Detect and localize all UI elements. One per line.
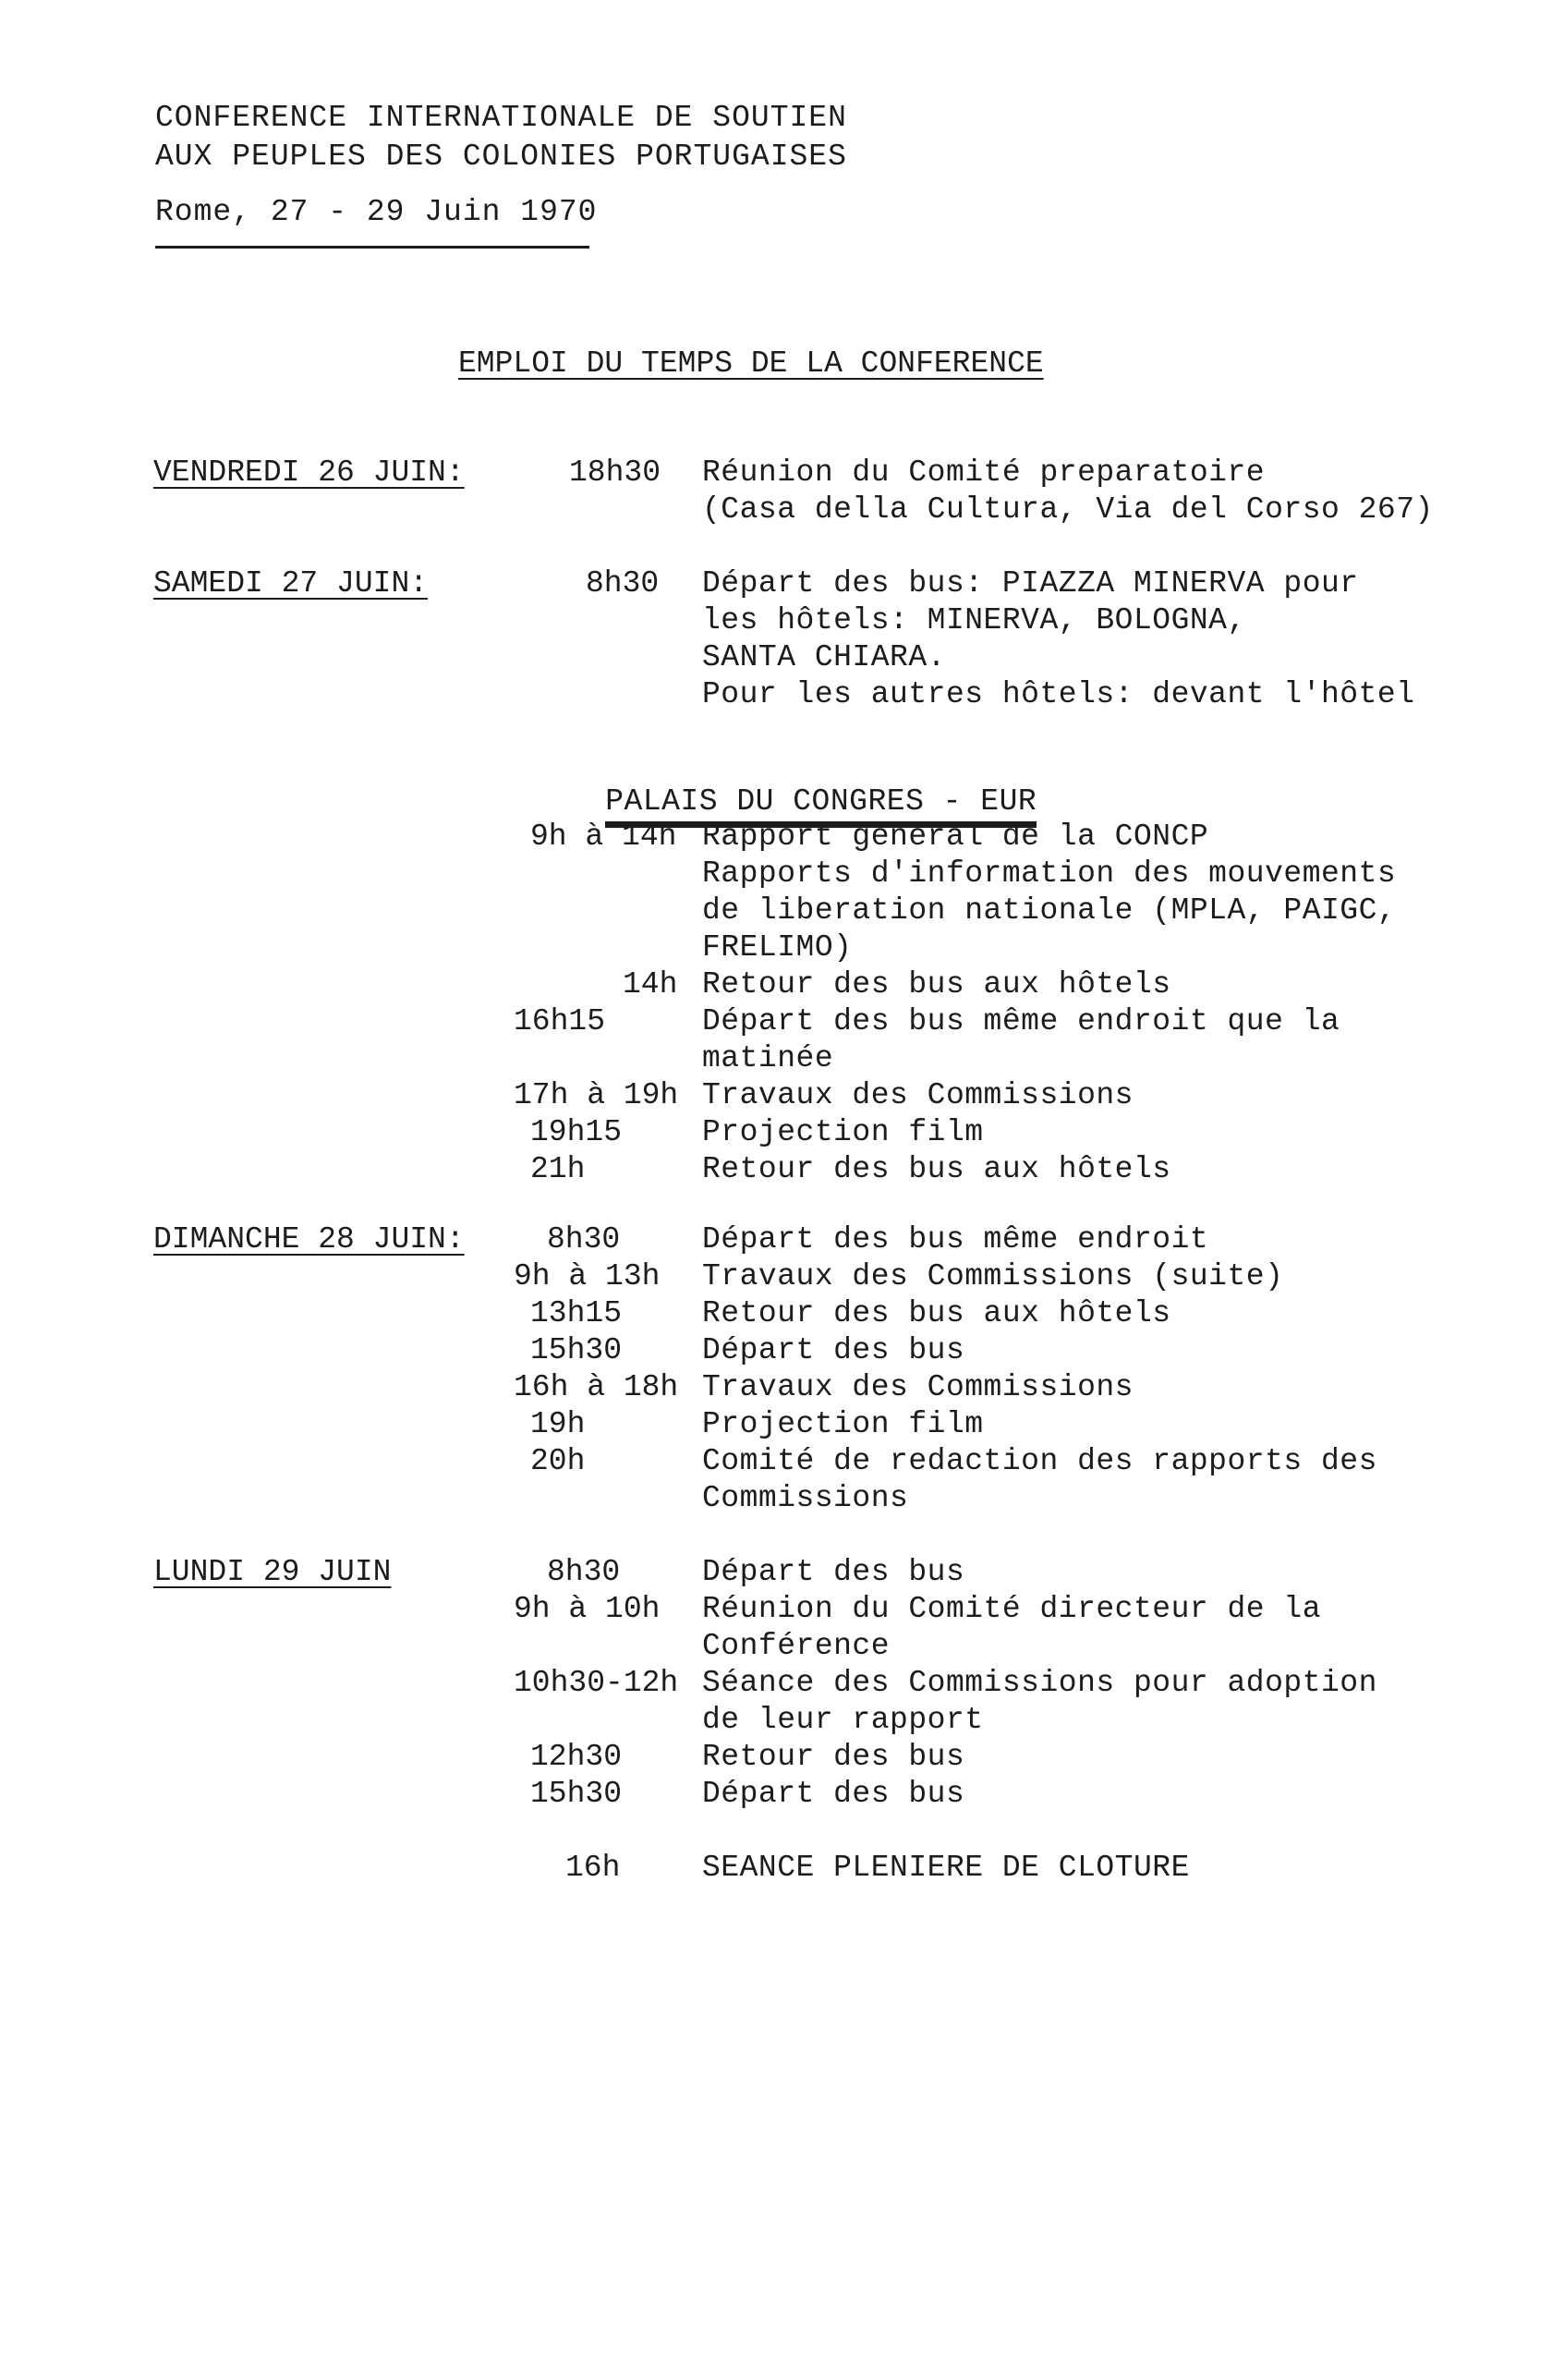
schedule-description: Retour des bus aux hôtels <box>702 1296 1171 1330</box>
venue-heading-text: PALAIS DU CONGRES - EUR <box>605 784 1037 823</box>
schedule-description: Retour des bus aux hôtels <box>702 1152 1171 1186</box>
schedule-description: Réunion du Comité directeur de la <box>702 1592 1322 1626</box>
schedule-time: 9h à 14h <box>530 820 677 854</box>
day-heading-friday: VENDREDI 26 JUIN: <box>153 455 465 490</box>
day-heading-saturday: SAMEDI 27 JUIN: <box>153 566 429 601</box>
schedule-description: Départ des bus: PIAZZA MINERVA pour <box>702 566 1359 601</box>
conference-place-date: Rome, 27 - 29 Juin 1970 <box>155 195 598 229</box>
schedule-time: 16h à 18h <box>514 1370 679 1404</box>
schedule-description: Rapports d'information des mouvements <box>702 856 1397 891</box>
schedule-description: Départ des bus même endroit que la <box>702 1004 1340 1038</box>
schedule-time: 15h30 <box>530 1777 623 1811</box>
schedule-description: Commissions <box>702 1481 909 1515</box>
schedule-description: matinée <box>702 1041 834 1075</box>
schedule-description: Réunion du Comité preparatoire <box>702 455 1266 490</box>
schedule-description: de liberation nationale (MPLA, PAIGC, <box>702 893 1397 928</box>
closing-session: SEANCE PLENIERE DE CLOTURE <box>702 1851 1190 1885</box>
day-heading-monday: LUNDI 29 JUIN <box>153 1555 392 1589</box>
schedule-description: Retour des bus aux hôtels <box>702 967 1171 1002</box>
schedule-description: Rapport général de la CONCP <box>702 820 1209 854</box>
schedule-description: Travaux des Commissions (suite) <box>702 1259 1284 1293</box>
schedule-time: 13h15 <box>530 1296 623 1330</box>
schedule-description: Départ des bus <box>702 1555 965 1589</box>
schedule-time: 8h30 <box>547 1555 621 1589</box>
schedule-time: 19h <box>530 1407 586 1441</box>
schedule-time: 19h15 <box>530 1115 623 1149</box>
page-title: EMPLOI DU TEMPS DE LA CONFERENCE <box>458 346 1044 381</box>
schedule-time: 8h30 <box>586 566 660 601</box>
schedule-description: Retour des bus <box>702 1740 965 1774</box>
schedule-description: Départ des bus <box>702 1333 965 1367</box>
schedule-description: les hôtels: MINERVA, BOLOGNA, <box>702 603 1246 638</box>
schedule-time: 8h30 <box>547 1222 621 1257</box>
schedule-description: Conférence <box>702 1629 891 1663</box>
schedule-description: Séance des Commissions pour adoption <box>702 1666 1377 1700</box>
schedule-description: Projection film <box>702 1407 984 1441</box>
schedule-description: Comité de redaction des rapports des <box>702 1444 1377 1478</box>
day-heading-sunday: DIMANCHE 28 JUIN: <box>153 1222 465 1257</box>
schedule-description: FRELIMO) <box>702 930 853 965</box>
conference-name-line-1: CONFERENCE INTERNATIONALE DE SOUTIEN <box>155 101 847 135</box>
schedule-time: 9h à 13h <box>514 1259 661 1293</box>
header-rule <box>155 246 589 249</box>
schedule-description: Travaux des Commissions <box>702 1370 1134 1404</box>
schedule-description: Travaux des Commissions <box>702 1078 1134 1112</box>
schedule-description: Départ des bus même endroit <box>702 1222 1209 1257</box>
schedule-description: Projection film <box>702 1115 984 1149</box>
schedule-time: 10h30-12h <box>514 1666 679 1700</box>
schedule-time: 14h <box>623 967 678 1002</box>
schedule-description: Départ des bus <box>702 1777 965 1811</box>
schedule-time: 20h <box>530 1444 586 1478</box>
schedule-description: SANTA CHIARA. <box>702 640 946 674</box>
schedule-time: 21h <box>530 1152 586 1186</box>
schedule-description: de leur rapport <box>702 1703 984 1737</box>
schedule-time: 18h30 <box>569 455 661 490</box>
schedule-description: (Casa della Cultura, Via del Corso 267) <box>702 492 1434 527</box>
schedule-time: 16h15 <box>514 1004 606 1038</box>
schedule-description: Pour les autres hôtels: devant l'hôtel <box>702 677 1415 711</box>
schedule-time: 16h <box>565 1851 621 1885</box>
conference-name-line-2: AUX PEUPLES DES COLONIES PORTUGAISES <box>155 140 847 174</box>
schedule-time: 12h30 <box>530 1740 623 1774</box>
schedule-time: 17h à 19h <box>514 1078 679 1112</box>
schedule-time: 9h à 10h <box>514 1592 661 1626</box>
schedule-time: 15h30 <box>530 1333 623 1367</box>
